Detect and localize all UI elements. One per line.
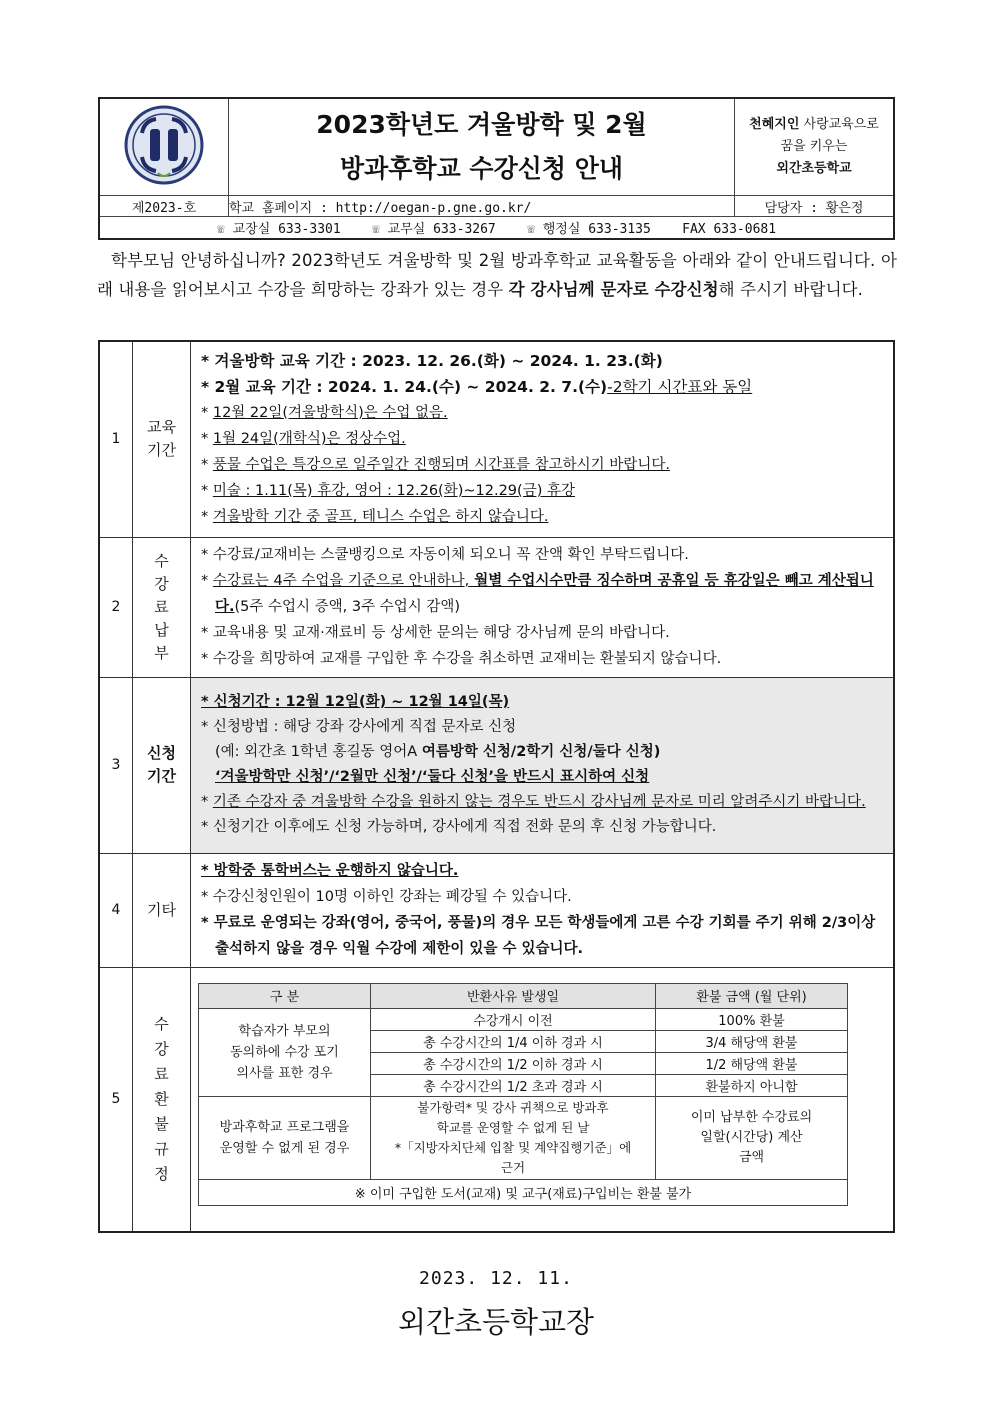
section-category: 신청 기간: [133, 677, 191, 853]
section-refund-policy: [99, 967, 894, 1232]
bullet-item: * 기존 수강자 중 겨울방학 수강을 원하지 않는 경우도 반드시 강사님께 문자로 미리 알려주시기 바랍니다.: [201, 794, 866, 810]
bullet-item: * 교육내용 및 교재·재료비 등 상세한 문의는 해당 강사님께 문의 바랍니다.: [201, 625, 670, 641]
section-content: [191, 967, 895, 1232]
feb-period-note: -2학기 시간표와 동일: [607, 378, 753, 397]
motto-line-2: 꿈을 키우는: [780, 139, 848, 154]
refund-header-reason: 반환사유 발생일: [371, 983, 656, 1008]
section-number: 1: [99, 341, 133, 537]
section-application-period: [99, 677, 894, 853]
section-etc: [99, 853, 894, 967]
bullet-item: * 수강료는 4주 수업을 기준으로 안내하나, 월별 수업시수만큼 징수하며 공휴일 등 휴강일은 빼고 계산됩니다.(5주 수업시 증액, 3주 수업시 감액): [201, 573, 874, 615]
section-number: 2: [99, 537, 133, 677]
issue-date: 2023. 12. 11.: [419, 1268, 573, 1289]
intro-tail: 해 주시기 바랍니다.: [718, 280, 864, 299]
title-line-1: 2023학년도 겨울방학 및 2월: [316, 110, 647, 139]
refund-amount: 이미 납부한 수강료의 일할(시간당) 계산 금액: [656, 1096, 848, 1179]
document-title: [229, 98, 735, 196]
section-category: 교육 기간: [133, 341, 191, 537]
bullet-item: * 신청기간 이후에도 신청 가능하며, 강사에게 직접 전화 문의 후 신청 가능합니다.: [201, 819, 717, 835]
intro-text: 학부모님 안녕하십니까? 2023학년도 겨울방학 및 2월 방과후학교 교육활동을 아래와 같이 안내드립니다. 아래 내용을 읽어보시고 수강을 희망하는 강좌가 있는 경우: [97, 251, 897, 299]
refund-reason: 총 수강시간의 1/2 이하 경과 시: [371, 1052, 656, 1074]
bullet-item: * 겨울방학 기간 중 골프, 테니스 수업은 하지 않습니다.: [201, 509, 549, 526]
example-line: (예: 외간초 1학년 홍길동 영어A 여름방학 신청/2학기 신청/둘다 신청): [215, 744, 661, 760]
section-number: 3: [99, 677, 133, 853]
bus-notice: * 방학중 통학버스는 운행하지 않습니다.: [201, 863, 459, 879]
feb-period-date: * 2월 교육 기간 : 2024. 1. 24.(수) ~ 2024. 2. 7.(수): [201, 378, 608, 397]
free-class-notice: * 무료로 운영되는 강좌(영어, 중국어, 풍물)의 경우 모든 학생들에게 고른 수강 기회를 주기 위해 2/3이상 출석하지 않을 경우 익월 수강에 제한이 있을 수 있습니다.: [201, 915, 876, 957]
bullet-item: * 수강신청인원이 10명 이하인 강좌는 폐강될 수 있습니다.: [201, 889, 572, 905]
section-content: [191, 853, 895, 967]
section-category: 기타: [133, 853, 191, 967]
refund-note: ※ 이미 구입한 도서(교재) 및 교구(재료)구입비는 환불 불가: [199, 1179, 848, 1205]
bullet-item: * 수강료/교재비는 스쿨뱅킹으로 자동이체 되오니 꼭 잔액 확인 부탁드립니다.: [201, 547, 689, 563]
homepage-url: 학교 홈페이지 : http://oegan-p.gne.go.kr/: [229, 196, 735, 217]
school-logo-cell: [99, 98, 229, 196]
bullet-item: * 1월 24일(개학식)은 정상수업.: [201, 431, 406, 448]
signature: 외간초등학교장: [397, 1305, 595, 1339]
contact-phones: ☏ 교장실 633-3301 ☏ 교무실 633-3267 ☏ 행정실 633-3135 FAX 633-0681: [99, 217, 894, 240]
school-name: 외간초등학교: [776, 161, 852, 176]
refund-case: 방과후학교 프로그램을 운영할 수 없게 된 경우: [199, 1096, 371, 1179]
refund-amount: 환불하지 아니함: [656, 1074, 848, 1096]
intro-bold: 각 강사님께 문자로 수강신청: [508, 280, 719, 299]
section-content: [191, 677, 895, 853]
refund-amount: 100% 환불: [656, 1008, 848, 1030]
refund-case: 학습자가 부모의 동의하에 수강 포기 의사를 표한 경우: [199, 1008, 371, 1096]
section-content: [191, 341, 895, 537]
bullet-item: * 미술 : 1.11(목) 휴강, 영어 : 12.26(화)~12.29(금) 휴강: [201, 483, 575, 500]
doc-number: 제2023-호: [99, 196, 229, 217]
feb-period: [201, 374, 885, 400]
motto-bold: 천혜지인: [749, 117, 800, 132]
refund-header-type: 구 분: [199, 983, 371, 1008]
section-number: 5: [99, 967, 133, 1232]
section-content: [191, 537, 895, 677]
title-line-2: 방과후학교 수강신청 안내: [339, 154, 624, 183]
refund-amount: 3/4 해당액 환불: [656, 1030, 848, 1052]
bullet-item: * 풍물 수업은 특강으로 일주일간 진행되며 시간표를 참고하시기 바랍니다.: [201, 457, 670, 474]
refund-table: [198, 983, 848, 1206]
bullet-item: * 12월 22일(겨울방학식)은 수업 없음.: [201, 405, 448, 422]
refund-reason: 불가항력* 및 강사 귀책으로 방과후 학교를 운영할 수 없게 된 날 *「지방자치단체 입찰 및 계약집행기준」에 근거: [371, 1096, 656, 1179]
guide-table: [98, 340, 895, 1233]
refund-reason: 총 수강시간의 1/2 초과 경과 시: [371, 1074, 656, 1096]
refund-header-amount: 환불 금액 (월 단위): [656, 983, 848, 1008]
bullet-item: * 수강을 희망하여 교재를 구입한 후 수강을 취소하면 교재비는 환불되지 않습니다.: [201, 651, 722, 667]
winter-period: * 겨울방학 교육 기간 : 2023. 12. 26.(화) ~ 2024. 1. 23.(화): [201, 352, 663, 371]
manager-name: 담당자 : 황은정: [735, 196, 895, 217]
mark-instruction: ‘겨울방학만 신청’/‘2월만 신청’/‘둘다 신청’을 반드시 표시하여 신청: [215, 769, 650, 785]
motto-rest: 사랑교육으로: [799, 117, 879, 132]
school-logo-icon: [122, 103, 206, 187]
refund-reason: 수강개시 이전: [371, 1008, 656, 1030]
bullet-item: * 신청방법 : 해당 강좌 강사에게 직접 문자로 신청: [201, 719, 517, 735]
letterhead: [98, 97, 895, 240]
section-number: 4: [99, 853, 133, 967]
refund-reason: 총 수강시간의 1/4 이하 경과 시: [371, 1030, 656, 1052]
section-education-period: [99, 341, 894, 537]
section-fee-payment: [99, 537, 894, 677]
intro-paragraph: [97, 246, 897, 304]
school-motto: [735, 98, 895, 196]
section-category: 수 강 료 납 부: [133, 537, 191, 677]
refund-amount: 1/2 해당액 환불: [656, 1052, 848, 1074]
application-dates: * 신청기간 : 12월 12일(화) ~ 12월 14일(목): [201, 694, 510, 710]
section-category: 수 강 료 환 불 규 정: [133, 967, 191, 1232]
